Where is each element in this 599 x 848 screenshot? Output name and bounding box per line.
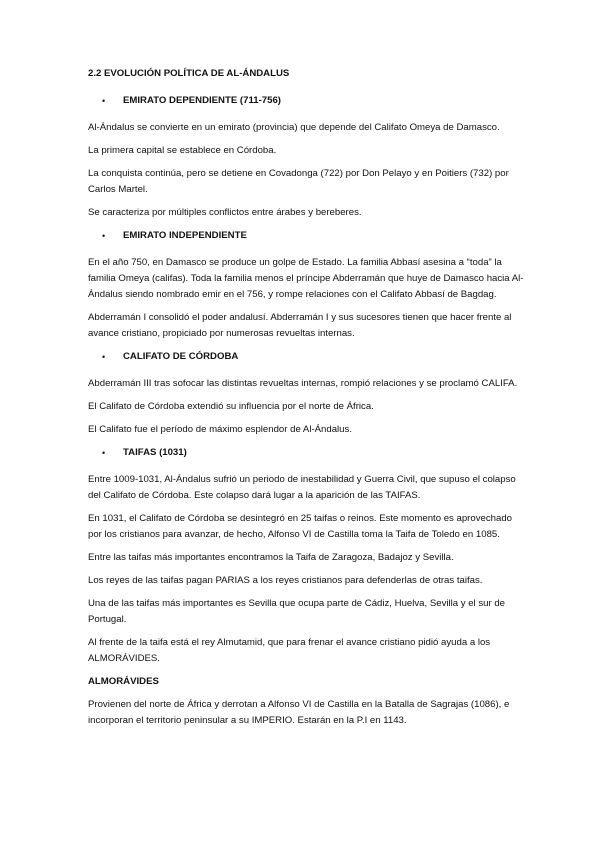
bullet-icon: • [102,448,106,458]
paragraph: El Califato fue el período de máximo esplendor de Al-Ándalus. [88,424,352,435]
bullet-icon: • [102,231,106,241]
paragraph: Abderramán III tras sofocar las distintas revueltas internas, rompió relaciones y se proclamó CALIFA. [88,378,518,389]
section-title: EMIRATO DEPENDIENTE (711-756) [123,95,281,106]
almoravides-heading: ALMORÁVIDES [88,676,159,687]
paragraph: El Califato de Córdoba extendió su influencia por el norte de África. [88,401,374,412]
section-title: TAIFAS (1031) [123,447,187,458]
paragraph: Al-Ándalus se convierte en un emirato (provincia) que depende del Califato Omeya de Damasco. [88,122,500,133]
paragraph: Se caracteriza por múltiples conflictos entre árabes y bereberes. [88,207,362,218]
paragraph: La primera capital se establece en Córdoba. [88,145,277,156]
section-heading-emirato-independiente [88,228,528,244]
bullet-icon: • [102,352,106,362]
section-heading-taifas [88,445,528,461]
paragraph: Provienen del norte de África y derrotan a Alfonso VI de Castilla en la Batalla de Sagrajas (1086), e incorporan el territorio peninsular a su IMPERIO. Estarán en la P.I en 1143. [88,699,510,726]
paragraph: Entre las taifas más importantes encontramos la Taifa de Zaragoza, Badajoz y Sevilla. [88,552,454,563]
paragraph: Una de las taifas más importantes es Sevilla que ocupa parte de Cádiz, Huelva, Sevilla y el sur de Portugal. [88,598,506,625]
paragraph: Entre 1009-1031, Al-Ándalus sufrió un periodo de inestabilidad y Guerra Civil, que supuso el colapso del Califato de Córdoba. Este colapso dará lugar a la aparición de las TAIFAS. [88,474,516,501]
paragraph: Al frente de la taifa está el rey Almutamid, que para frenar el avance cristiano pidió ayuda a los ALMORÁVIDES. [88,637,491,664]
bullet-icon: • [102,96,106,106]
section-title: EMIRATO INDEPENDIENTE [123,230,247,241]
section-title: CALIFATO DE CÓRDOBA [123,351,239,362]
document-title: 2.2 EVOLUCIÓN POLÍTICA DE AL-ÁNDALUS [88,68,290,79]
document-body [88,66,528,736]
section-heading-emirato-dependiente [88,93,528,109]
paragraph: Los reyes de las taifas pagan PARIAS a los reyes cristianos para defenderlas de otras taifas. [88,575,483,586]
section-heading-califato-de-cordoba [88,349,528,365]
paragraph: Abderramán I consolidó el poder andalusí. Abderramán I y sus sucesores tienen que hacer frente al avance cristiano, propiciado por numerosas revueltas internas. [88,312,512,339]
paragraph: En el año 750, en Damasco se produce un golpe de Estado. La familia Abbasí asesina a “toda” la familia Omeya (califas). Toda la familia menos el príncipe Abderramán que huye de Damasco hacia Al-Ándalus siendo nombrado emir en el 756, y rompe relaciones con el Califato Abbasí de Bagdag. [88,257,524,300]
paragraph: En 1031, el Califato de Córdoba se desintegró en 25 taifas o reinos. Este momento es aprovechado por los cristianos para avanzar, de hecho, Alfonso VI de Castilla toma la Taifa de Toledo en 1085. [88,513,512,540]
paragraph: La conquista continúa, pero se detiene en Covadonga (722) por Don Pelayo y en Poitiers (732) por Carlos Martel. [88,168,509,195]
